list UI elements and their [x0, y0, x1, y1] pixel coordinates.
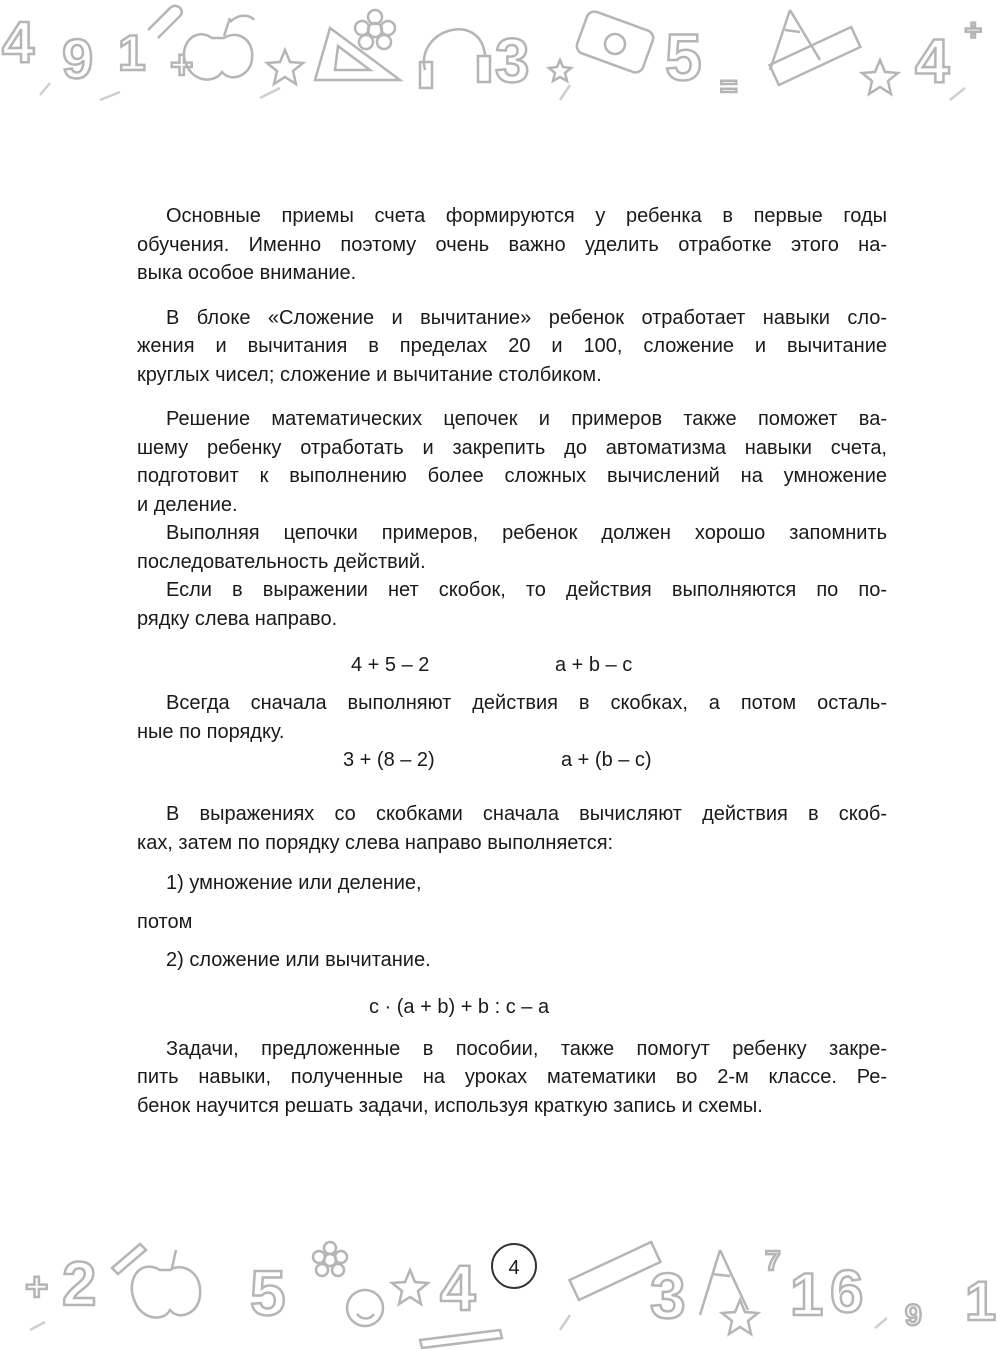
border-glyph: 4 [915, 27, 950, 96]
border-glyph: 7 [765, 1245, 781, 1276]
formula: 3 + (8 – 2) [343, 749, 435, 771]
paragraph-addition-block: В блоке «Сложение и вычитание» ребенок отработает навыки сло- жения и вычитания в пределах 20 и 100, сложение и вычитание круглых чисел; сложение и вычитание столбиком. [137, 306, 887, 386]
border-glyph: 5 [250, 1257, 286, 1329]
paragraph-tasks: Задачи, предложенные в пособии, также помогут ребенку закре- пить навыки, полученные на уроках математики во 2-м классе. Ре- бенок научится решать задачи, используя краткую запись и схемы. [137, 1037, 887, 1117]
border-glyph: 6 [830, 1258, 864, 1325]
compass-icon [700, 1250, 748, 1315]
star-icon [392, 1270, 428, 1304]
star-icon [862, 60, 898, 94]
paragraph-intro: Основные приемы счета формируются у ребенка в первые годы обучения. Именно поэтому очень важно уделить отработке этого на- выка особое внимание. [137, 205, 887, 284]
smiley-icon [347, 1290, 383, 1326]
list-item-1: 1) умножение или деление, [166, 872, 422, 894]
list-item-2: 2) сложение или вычитание. [166, 949, 431, 971]
star-icon [267, 50, 303, 84]
border-glyph: 9 [905, 1299, 922, 1332]
top-decorative-border [0, 0, 1000, 110]
apple-icon [184, 16, 254, 80]
border-glyph: 1 [118, 25, 146, 81]
ruler-icon [570, 1242, 661, 1300]
main-text [137, 202, 887, 1120]
border-glyph: 9 [62, 27, 94, 90]
border-glyph: 1 [790, 1261, 824, 1328]
formula: a + b – c [555, 654, 633, 676]
formula-row-1 [137, 651, 887, 681]
paragraph-no-brackets: Если в выражении нет скобок, то действия выполняются по по- рядку слева направо. [137, 579, 887, 630]
border-glyph: + [25, 1265, 49, 1309]
paragraph-chains: Решение математических цепочек и примеров также поможет ва- шему ребенку отработать и закрепить до автоматизма навыки счета, подготовит к выполнению более сложных вычислений на умножение и деление. [137, 408, 887, 516]
formula: 4 + 5 – 2 [351, 654, 430, 676]
border-glyph: = [720, 70, 738, 103]
paragraph-order: В выражениях со скобками сначала вычисляют действия в скоб- ках, затем по порядку слева направо выполняется: [137, 803, 887, 854]
border-glyph: 4 [440, 1252, 476, 1324]
border-glyph: 2 [62, 1250, 97, 1319]
formula: c · (a + b) + b : c – a [369, 995, 550, 1018]
formula: a + (b – c) [561, 749, 652, 771]
border-glyph: 4 [2, 10, 35, 75]
paragraph-brackets-first: Всегда сначала выполняют действия в скобках, а потом осталь- ные по порядку. [137, 692, 887, 743]
star-icon [722, 1300, 758, 1334]
formula-row-2 [137, 746, 887, 776]
ruler-icon [770, 27, 861, 85]
border-glyph: 5 [665, 20, 702, 94]
border-glyph: ÷ [965, 14, 982, 47]
border-glyph: + [170, 43, 194, 87]
apple-icon [132, 1250, 200, 1318]
star-icon [549, 60, 571, 81]
pencil-icon [420, 1330, 502, 1348]
border-glyph: 3 [495, 27, 530, 96]
formula-row-3 [137, 993, 887, 1023]
page-number: 4 [491, 1243, 537, 1289]
phone-icon [575, 9, 656, 74]
paperclip-icon [148, 6, 182, 38]
then-text: потом [137, 910, 193, 933]
headphones-icon [420, 29, 490, 88]
paragraph-sequence: Выполняя цепочки примеров, ребенок должен хорошо запомнить последовательность действий. [137, 522, 887, 573]
border-glyph: 1 [965, 1269, 997, 1332]
border-glyph: 3 [650, 1260, 686, 1332]
